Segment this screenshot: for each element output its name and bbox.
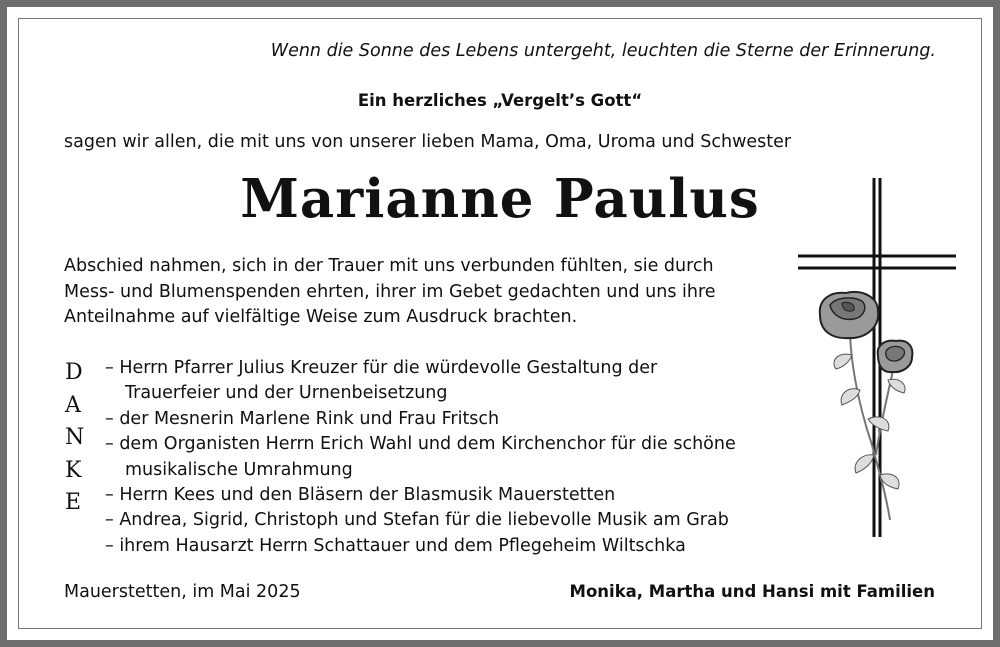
list-item-continuation: Trauerfeier und der Urnenbeisetzung xyxy=(125,383,448,404)
paragraph-line: Anteilnahme auf vielfältige Weise zum Ausdruck brachten. xyxy=(64,307,578,327)
family-signature: Monika, Martha und Hansi mit Familien xyxy=(569,582,935,601)
place-date: Mauerstetten, im Mai 2025 xyxy=(64,582,301,602)
list-item: – Herrn Pfarrer Julius Kreuzer für die würdevolle Gestaltung der xyxy=(105,358,658,378)
danke-letter: N xyxy=(65,425,85,450)
cross-icon xyxy=(790,175,960,545)
thanks-heading: Ein herzliches „Vergelt’s Gott“ xyxy=(357,91,643,110)
danke-letter: K xyxy=(65,457,82,483)
motto-text: Wenn die Sonne des Lebens untergeht, leuchten die Sterne der Erinnerung. xyxy=(270,41,936,61)
intro-text: sagen wir allen, die mit uns von unserer lieben Mama, Oma, Uroma und Schwester xyxy=(64,132,792,152)
list-item: – Andrea, Sigrid, Christoph und Stefan für die liebevolle Musik am Grab xyxy=(105,510,729,531)
rose-icon xyxy=(820,292,913,520)
paragraph-line: Mess- und Blumenspenden ehrten, ihrer im Gebet gedachten und uns ihre xyxy=(64,281,716,302)
thanks-paragraph xyxy=(64,254,716,331)
danke-vertical xyxy=(65,357,84,520)
list-item: – dem Organisten Herrn Erich Wahl und dem Kirchenchor für die schöne xyxy=(105,434,736,455)
list-item: – ihrem Hausarzt Herrn Schattauer und dem Pflegeheim Wiltschka xyxy=(105,535,686,556)
danke-letter: E xyxy=(65,490,82,515)
list-item: – der Mesnerin Marlene Rink und Frau Fritsch xyxy=(105,408,500,429)
list-item: – Herrn Kees und den Bläsern der Blasmusik Mauerstetten xyxy=(105,485,616,506)
deceased-name: Marianne Paulus xyxy=(240,168,760,230)
danke-letter: A xyxy=(65,392,81,418)
list-item-continuation: musikalische Umrahmung xyxy=(125,459,353,480)
thanks-list xyxy=(105,356,736,559)
paragraph-line: Abschied nahmen, sich in der Trauer mit uns verbunden fühlten, sie durch xyxy=(64,256,714,276)
danke-letter: D xyxy=(65,360,83,385)
